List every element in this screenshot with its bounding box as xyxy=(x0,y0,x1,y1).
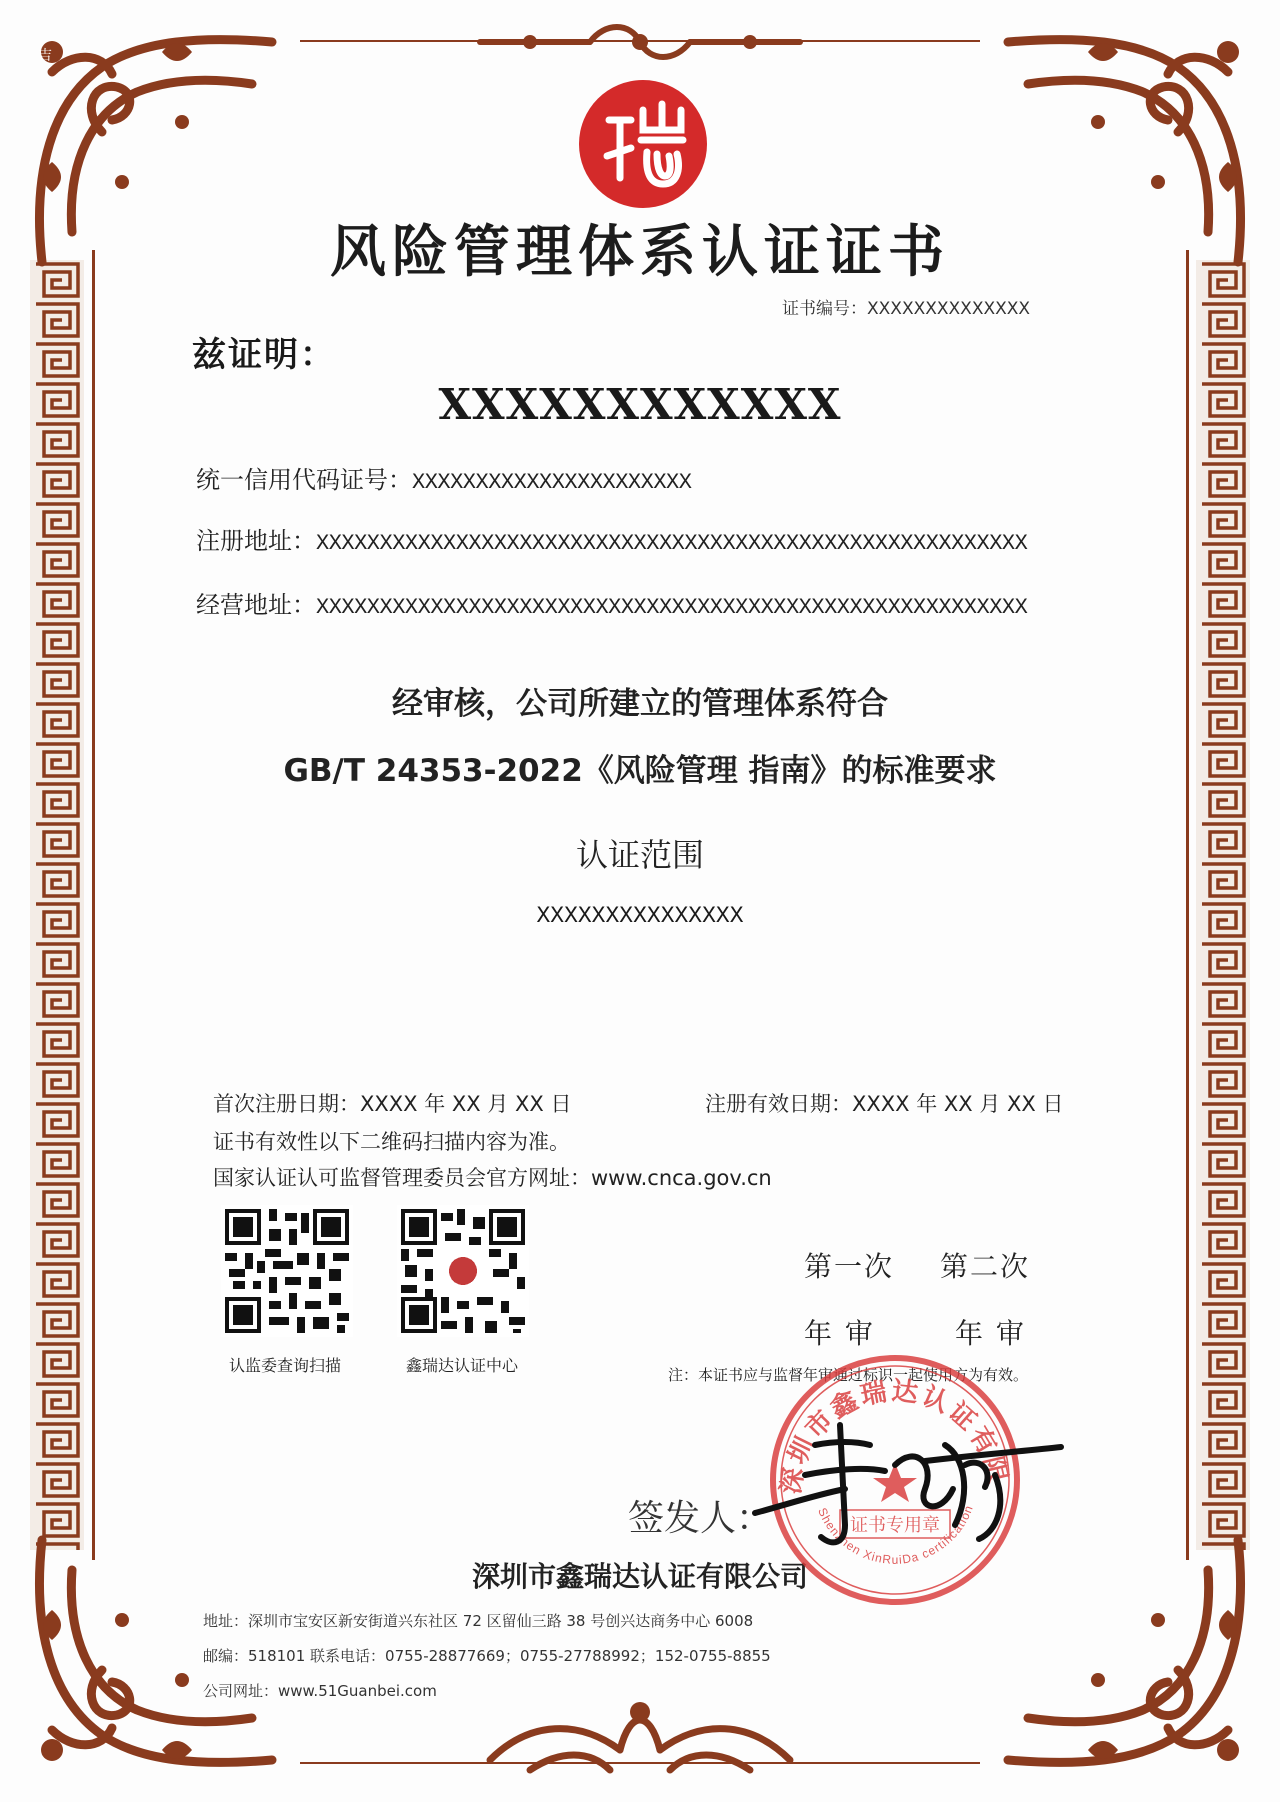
annual-review-first: 第一次 xyxy=(804,1250,895,1283)
certificate-number-label: 证书编号： xyxy=(782,299,867,319)
footer-address: 地址：深圳市宝安区新安街道兴东社区 72 区留仙三路 38 号创兴达商务中心 6008 xyxy=(203,1612,754,1630)
qr-code-icon[interactable] xyxy=(221,1205,353,1337)
scope-value: XXXXXXXXXXXXXXX xyxy=(536,903,744,929)
valid-until-date: 注册有效日期：XXXX 年 XX 月 XX 日 xyxy=(705,1092,1064,1116)
bottom-center-ornament xyxy=(470,1690,810,1780)
svg-text:Shenzhen XinRuiDa certificatio: Shenzhen XinRuiDa certification xyxy=(815,1502,977,1567)
statement-line-1: 经审核，公司所建立的管理体系符合 xyxy=(392,686,888,722)
footer-website[interactable]: 公司网址：www.51Guanbei.com xyxy=(203,1682,437,1700)
footer-contact: 邮编：518101 联系电话：0755-28877669；0755-27788992；152-0755-8855 xyxy=(203,1647,771,1665)
certificate-number xyxy=(782,294,1030,319)
credit-code-label: 统一信用代码证号： xyxy=(196,466,412,494)
qr-label-cnca: 认监委查询扫描 xyxy=(228,1356,341,1375)
credit-code-value: XXXXXXXXXXXXXXXXXXXXXX xyxy=(412,470,692,495)
usage-note: 注：本证书应与监督年审通过标识一起使用方为有效。 xyxy=(668,1366,1029,1384)
top-center-ornament xyxy=(470,18,810,66)
svg-text:深圳市鑫瑞达认证有限公司: 深圳市鑫瑞达认证有限 xyxy=(776,1376,1014,1497)
cnca-website: 国家认证认可监督管理委员会官方网址：www.cnca.gov.cn xyxy=(213,1166,772,1190)
annual-review-first-label: 年 审 xyxy=(804,1317,875,1350)
registered-address-value: XXXXXXXXXXXXXXXXXXXXXXXXXXXXXXXXXXXXXXXXXXXXXXXXXXXXXXXX xyxy=(316,531,1028,556)
registered-address-field xyxy=(196,521,1027,556)
annual-review-second: 第二次 xyxy=(940,1250,1031,1283)
svg-text:吉: 吉 xyxy=(38,48,52,64)
qr-code-icon[interactable] xyxy=(397,1205,529,1337)
statement-line-2: GB/T 24353-2022《风险管理 指南》的标准要求 xyxy=(283,753,997,789)
scope-title: 认证范围 xyxy=(575,836,704,874)
certificate-number-value: XXXXXXXXXXXXXX xyxy=(867,299,1031,319)
credit-code-field xyxy=(196,460,691,495)
certificate-title: 风险管理体系认证证书 xyxy=(330,219,950,285)
validity-notice: 证书有效性以下二维码扫描内容为准。 xyxy=(213,1130,570,1154)
business-address-label: 经营地址： xyxy=(196,591,316,619)
handwritten-signature-icon xyxy=(745,1405,1065,1555)
hereby-label: 兹证明： xyxy=(192,335,336,375)
seal-logo-icon xyxy=(573,74,713,214)
issuing-company: 深圳市鑫瑞达认证有限公司 xyxy=(471,1560,808,1593)
qr-label-xinruida: 鑫瑞达认证中心 xyxy=(405,1356,518,1375)
registered-address-label: 注册地址： xyxy=(196,527,316,555)
business-address-field xyxy=(196,585,1027,620)
annual-review-second-label: 年 审 xyxy=(955,1317,1026,1350)
first-registration-date: 首次注册日期：XXXX 年 XX 月 XX 日 xyxy=(213,1092,572,1116)
business-address-value: XXXXXXXXXXXXXXXXXXXXXXXXXXXXXXXXXXXXXXXXXXXXXXXXXXXXXXXX xyxy=(316,595,1028,620)
certified-company-name: XXXXXXXXXXXX xyxy=(438,380,842,429)
svg-text:证书专用章: 证书专用章 xyxy=(850,1515,940,1536)
signer-label: 签发人： xyxy=(628,1498,773,1539)
